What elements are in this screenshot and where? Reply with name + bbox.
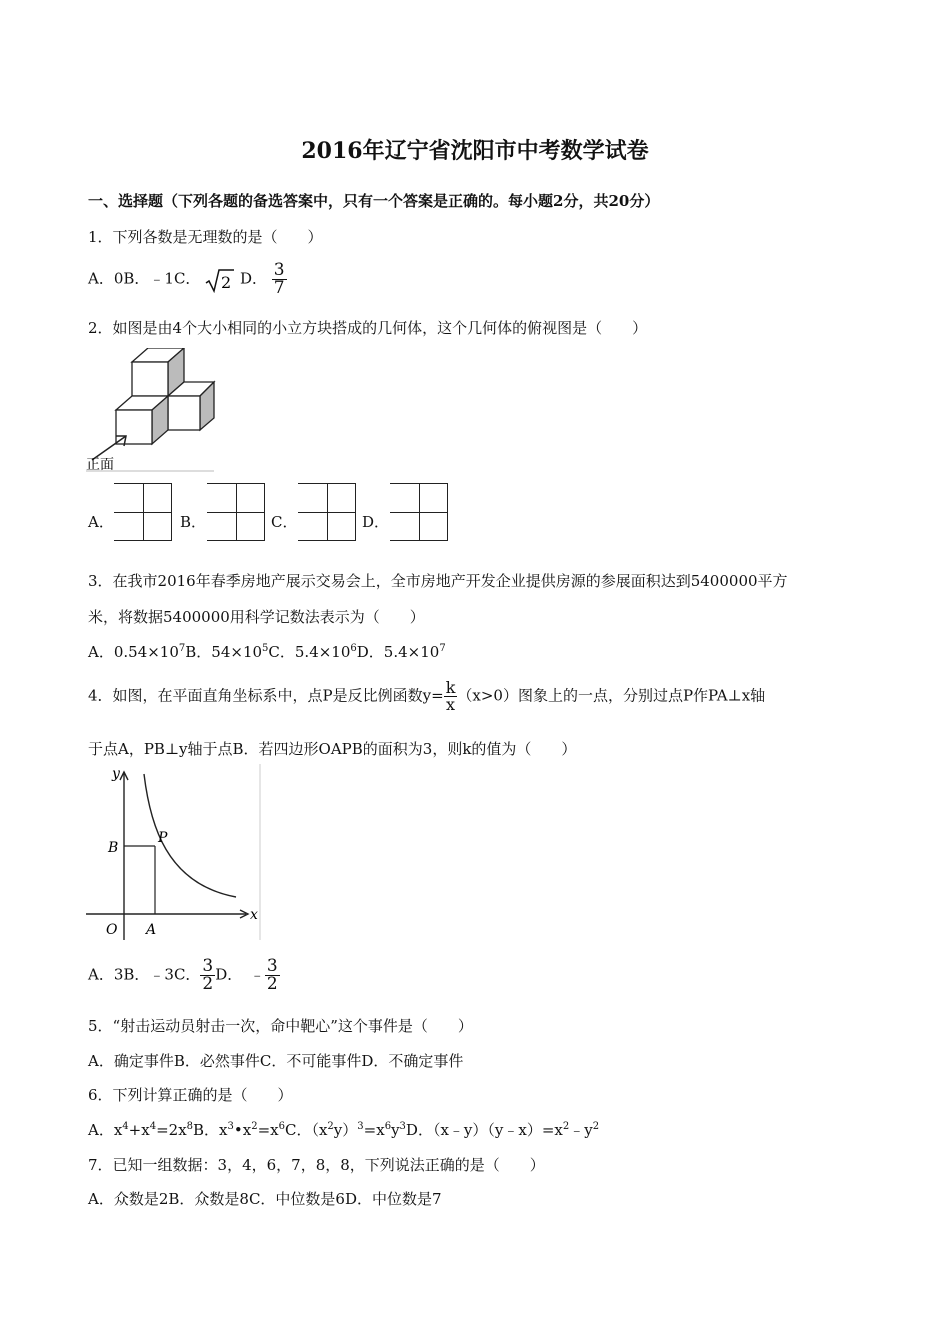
graph-label-o: O [106,922,118,938]
q6-option-text: y [391,1121,400,1139]
graph-label-b: B [108,840,119,856]
q6-option-text: A．x [88,1121,123,1139]
graph-label-a: A [146,922,157,938]
q6-exponent: 6 [384,1121,392,1132]
q6-option-text: y） [333,1121,358,1139]
fraction-numerator: 3 [266,956,278,976]
q6-option-text: •x [233,1121,252,1139]
q6-exponent: 6 [278,1121,285,1132]
question-7-options: A．众数是2B．众数是8C．中位数是6D．中位数是7 [88,1190,442,1208]
question-6-options [88,1119,599,1140]
q2-label-c: C． [271,513,298,531]
q6-exponent: 4 [122,1121,129,1132]
q6-exponent: 2 [251,1121,258,1132]
question-6-stem: 6．下列计算正确的是（ ） [88,1086,293,1104]
question-5-options: A．确定事件B．必然事件C．不可能事件D．不确定事件 [88,1052,464,1070]
question-7-stem: 7．已知一组数据：3，4，6，7，8，8，下列说法正确的是（ ） [88,1156,545,1174]
q3-option-c: C．5.4×10 [268,643,351,661]
question-5-stem: 5．“射击运动员射击一次，命中靶心”这个事件是（ ） [88,1017,473,1035]
radical-sign-icon [205,267,235,293]
sqrt-two [205,267,235,293]
q3-option-b: B．54×10 [185,643,263,661]
fraction-numerator: 3 [273,260,285,280]
fraction-three-halves [200,958,215,993]
q2-label-d: D． [362,513,390,531]
question-1-stem: 1．下列各数是无理数的是（ ） [88,228,323,246]
q3-option-d: D．5.4×10 [356,643,440,661]
graph-label-p: P [158,830,168,846]
graph-label-x: x [250,907,258,923]
question-3-options [88,641,446,662]
q4-options-abc: A．3B．﹣3C． [88,965,201,984]
inverse-function-graph [86,764,266,944]
graph-label-y: y [112,766,120,782]
question-3-stem-line1: 3．在我市2016年春季房地产展示交易会上，全市房地产开发企业提供房源的参展面积达到5400000平方 [88,572,788,590]
fraction-denominator: 2 [266,974,278,994]
q6-option-text: C．（x [284,1121,328,1139]
q4-stem-post: （x>0）图象上的一点，分别过点P作PA⊥x轴 [457,686,766,705]
q4-stem-pre: 4．如图，在平面直角坐标系中，点P是反比例函数y= [88,686,444,705]
question-2-stem: 2．如图是由4个大小相同的小立方块搭成的几何体，这个几何体的俯视图是（ ） [88,319,648,337]
option-c-top-view [298,483,356,541]
option-b-top-view [207,483,265,541]
q6-option-text: =x [257,1121,279,1139]
question-1-options [88,262,287,297]
q6-option-text: =2x [156,1121,187,1139]
fraction-numerator: 3 [202,956,214,976]
fraction-neg-three-halves [265,958,280,993]
question-4-stem-line1 [88,680,765,713]
q3-exp-a: 7 [178,643,186,654]
sqrt-radicand: 2 [221,272,232,292]
q6-option-text: +x [128,1121,150,1139]
cube-solid-figure [86,348,216,473]
q3-exp-c: 6 [350,643,357,654]
q6-option-text: ﹣y [569,1121,593,1139]
q1-option-d: D． [239,269,268,288]
q4-minus-sign: ﹣ [249,965,265,984]
fraction-numerator: k [445,678,456,697]
q6-exponent: 2 [327,1121,334,1132]
q4-option-d: D． [215,965,235,984]
q6-option-text: =x [363,1121,385,1139]
q6-exponent: 3 [357,1121,364,1132]
section-heading: 一、选择题（下列各题的备选答案中，只有一个答案是正确的。每小题2分，共20分） [88,192,660,210]
q6-option-text: D．（x﹣y）（y﹣x）=x [405,1121,563,1139]
q3-exp-b: 5 [262,643,269,654]
fraction-denominator: x [444,696,458,713]
q6-exponent: 3 [399,1121,406,1132]
q6-exponent: 3 [227,1121,234,1132]
fraction-denominator: 2 [202,974,214,994]
front-label: 正面 [86,457,114,473]
option-d-top-view [390,483,448,541]
question-4-stem-line2: 于点A，PB⊥y轴于点B．若四边形OAPB的面积为3，则k的值为（ ） [88,740,577,758]
q6-exponent: 2 [592,1121,600,1132]
q6-option-text: B．x [193,1121,228,1139]
option-a-top-view [114,483,172,541]
q2-label-b: B． [180,513,207,531]
q6-exponent: 4 [149,1121,157,1132]
page-title: 2016年辽宁省沈阳市中考数学试卷 [301,138,649,164]
q6-exponent: 8 [186,1121,194,1132]
q3-option-a: A．0.54×10 [88,643,179,661]
q2-label-a: A． [88,513,114,531]
fraction-k-over-x [444,680,458,713]
fraction-three-sevenths [272,262,287,297]
q6-exponent: 2 [562,1121,570,1132]
question-3-stem-line2: 米，将数据5400000用科学记数法表示为（ ） [88,608,425,626]
q1-options-abc: A．0B．﹣1C． [88,269,201,288]
fraction-denominator: 7 [273,278,285,298]
q3-exp-d: 7 [439,643,446,654]
question-4-options [88,958,280,993]
